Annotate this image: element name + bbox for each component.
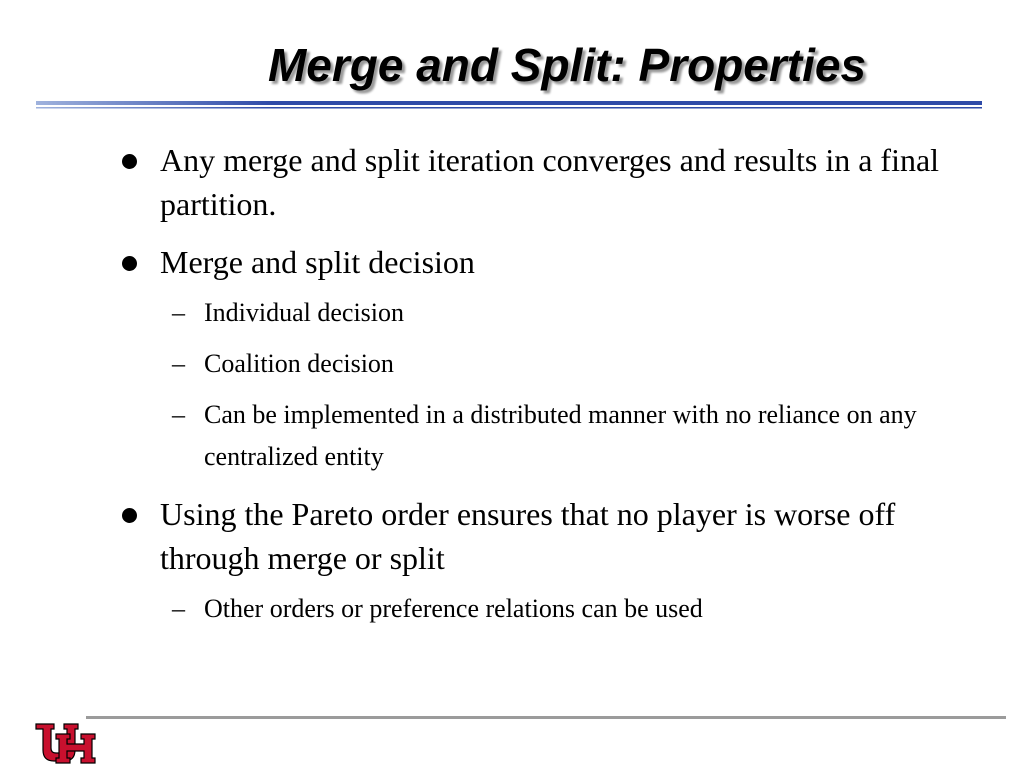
bullet-dot-icon (122, 154, 137, 169)
bullet-text: Any merge and split iteration converges and results in a final partition. (160, 142, 940, 222)
sub-bullet-item (122, 588, 942, 630)
sub-bullet-text: Can be implemented in a distributed manner with no reliance on any centralized entity (204, 400, 917, 471)
sub-bullet-list (122, 292, 942, 478)
title-underline (36, 100, 982, 110)
dash-marker: – (172, 298, 185, 327)
bullet-dot-icon (122, 256, 137, 271)
uh-logo (32, 720, 98, 766)
bullet-item (122, 138, 942, 226)
bullet-dot-icon (122, 508, 137, 523)
bullet-item (122, 492, 942, 580)
bullet-item (122, 240, 942, 284)
slide-title: Merge and Split: Properties (267, 39, 867, 91)
sub-bullet-text: Other orders or preference relations can be used (204, 594, 703, 623)
sub-bullet-text: Coalition decision (204, 349, 394, 378)
dash-marker: – (172, 349, 185, 378)
sub-bullet-item (122, 343, 942, 385)
bullet-text: Merge and split decision (160, 244, 475, 280)
bullet-text: Using the Pareto order ensures that no player is worse off through merge or split (160, 496, 896, 576)
sub-bullet-item (122, 292, 942, 334)
sub-bullet-text: Individual decision (204, 298, 405, 327)
footer-divider (86, 716, 1006, 719)
sub-bullet-list (122, 588, 942, 630)
sub-bullet-item (122, 394, 942, 478)
dash-marker: – (172, 594, 185, 623)
bullet-list (122, 138, 942, 644)
dash-marker: – (172, 400, 185, 429)
